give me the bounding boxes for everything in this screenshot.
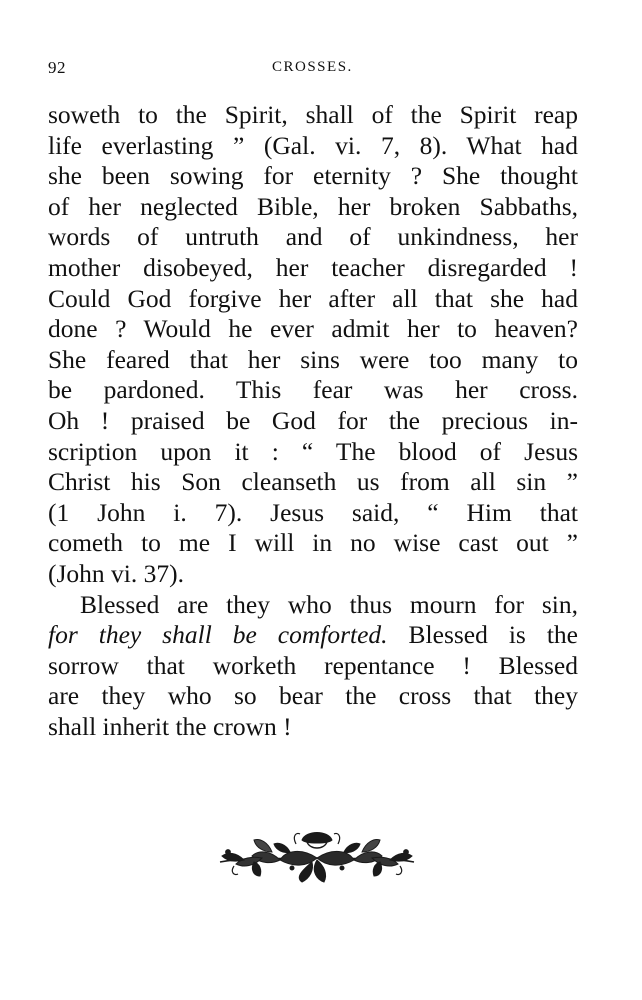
text-line: she been sowing for eternity ? She thought <box>48 161 578 191</box>
text-line: Blessed are they who thus mourn for sin, <box>80 589 578 619</box>
text-line: (1 John i. 7). Jesus said, “ Him that <box>48 497 578 527</box>
text-line: cometh to me I will in no wise cast out ” <box>48 528 578 558</box>
page-header <box>48 58 578 80</box>
text-line: Christ his Son cleanseth us from all sin ” <box>48 467 578 497</box>
text-line: soweth to the Spirit, shall of the Spirit reap <box>48 100 578 129</box>
text-segment: Blessed is the <box>387 620 578 650</box>
italic-phrase: for they shall be comforted. <box>48 620 388 650</box>
text-line <box>48 620 578 651</box>
page-number: 92 <box>48 58 66 77</box>
text-line: done ? Would he ever admit her to heaven? <box>48 314 578 344</box>
body-text <box>48 100 578 742</box>
text-line: life everlasting ” (Gal. vi. 7, 8). What had <box>48 130 578 160</box>
text-line: scription upon it : “ The blood of Jesus <box>48 436 578 466</box>
text-line: sorrow that worketh repentance ! Blessed <box>48 650 578 680</box>
text-line: be pardoned. This fear was her cross. <box>48 375 578 405</box>
text-line: Could God forgive her after all that she had <box>48 283 578 313</box>
floral-tailpiece-icon <box>214 822 420 884</box>
paragraph-1 <box>48 100 578 590</box>
running-head: CROSSES. <box>272 59 353 75</box>
text-line: are they who so bear the cross that they <box>48 681 578 711</box>
text-line: Oh ! praised be God for the precious in- <box>48 405 578 435</box>
text-line: She feared that her sins were too many to <box>48 344 578 374</box>
text-line: words of untruth and of unkindness, her <box>48 222 578 252</box>
text-line: of her neglected Bible, her broken Sabbaths, <box>48 191 578 221</box>
text-line: (John vi. 37). <box>48 558 184 588</box>
text-line: mother disobeyed, her teacher disregarded ! <box>48 252 578 282</box>
text-line: shall inherit the crown ! <box>48 711 292 741</box>
paragraph-2 <box>48 590 578 743</box>
